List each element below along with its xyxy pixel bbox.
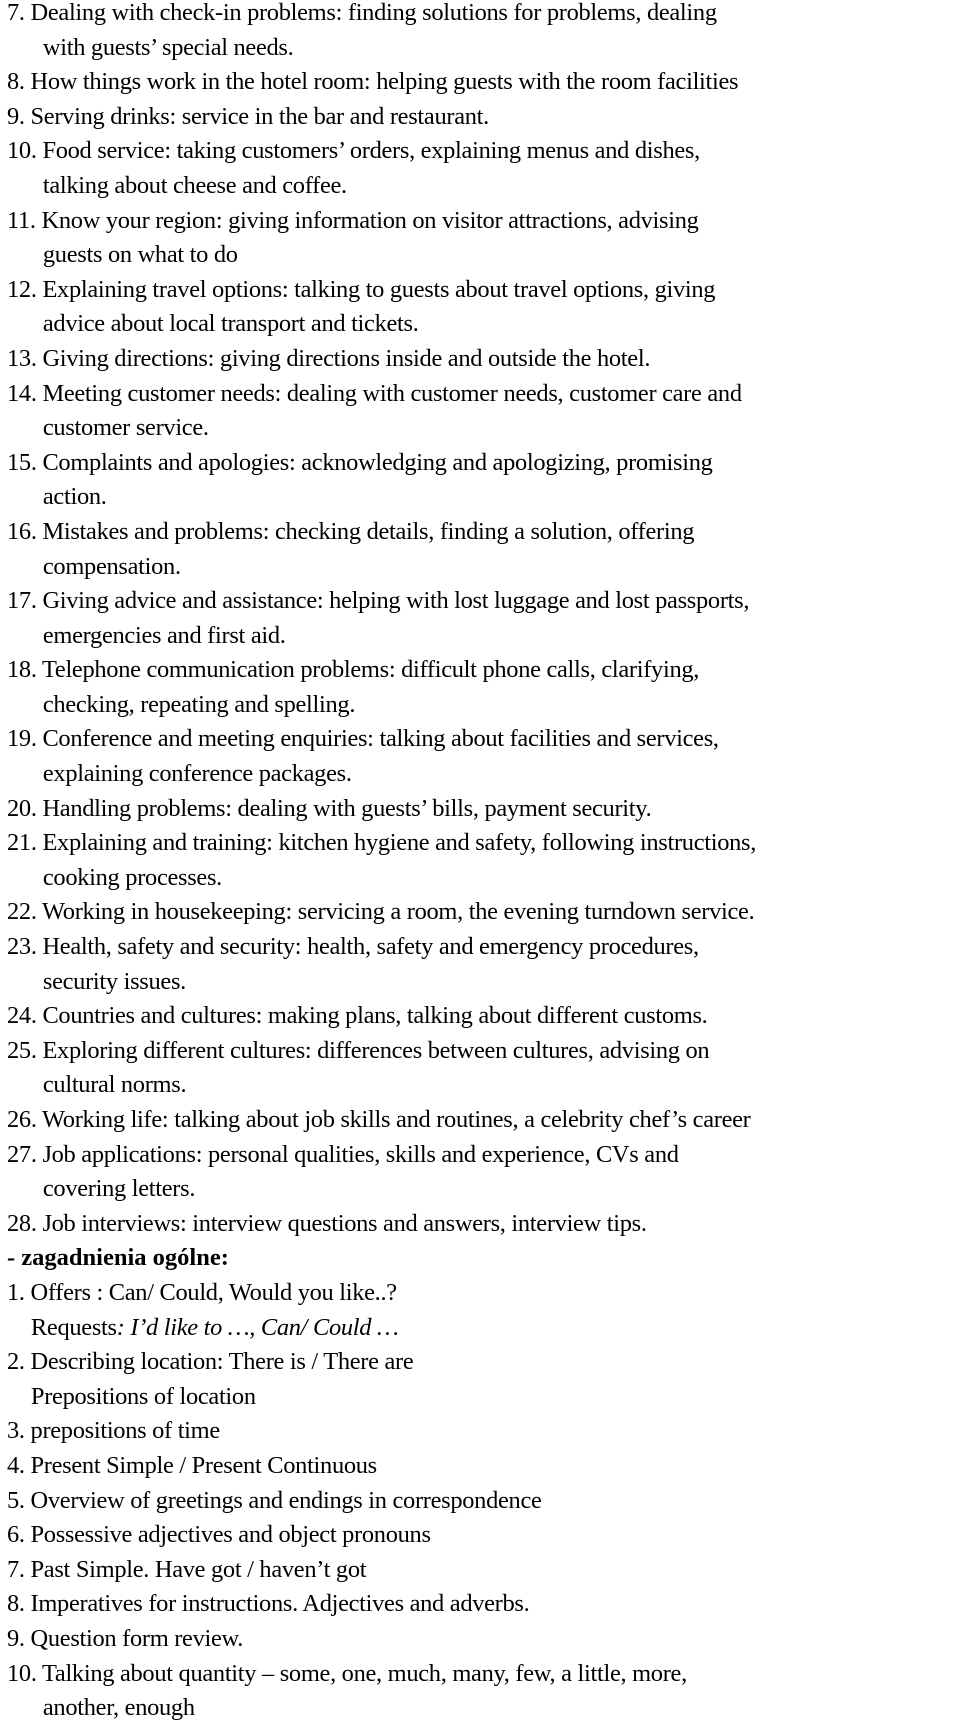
- list-item-line: explaining conference packages.: [42, 760, 352, 788]
- list-item-line: 18. Telephone communication problems: difficult phone calls, clarifying,: [7, 656, 700, 684]
- list-item: [7, 204, 955, 273]
- list-item-line: covering letters.: [42, 1175, 196, 1203]
- list-item: [7, 0, 955, 65]
- list-item-line: 5. Overview of greetings and endings in correspondence: [7, 1486, 542, 1514]
- list-item-line: 1. Offers : Can/ Could, Would you like..?: [7, 1278, 397, 1306]
- list-item-line: checking, repeating and spelling.: [42, 690, 356, 718]
- list-item-line: 14. Meeting customer needs: dealing with customer needs, customer care and: [7, 379, 742, 407]
- list-item-line: 7. Past Simple. Have got / haven’t got: [7, 1555, 367, 1583]
- list-item: [7, 134, 955, 203]
- list-item: [7, 999, 955, 1034]
- general-topics-heading: - zagadnienia ogólne:: [7, 1244, 229, 1272]
- list-item: [7, 377, 955, 446]
- list-item-line: 9. Question form review.: [7, 1624, 244, 1652]
- list-item-line: 23. Health, safety and security: health, safety and emergency procedures,: [7, 933, 699, 961]
- list-item: [7, 826, 955, 895]
- list-item: [7, 722, 955, 791]
- list-item-line: talking about cheese and coffee.: [42, 171, 347, 199]
- list-item: [7, 792, 955, 827]
- list-item: [7, 653, 955, 722]
- list-item-line: 4. Present Simple / Present Continuous: [7, 1451, 377, 1479]
- list-item: [7, 1207, 955, 1242]
- list-item: [7, 1103, 955, 1138]
- list-item: [7, 1276, 955, 1345]
- list-item-line: guests on what to do: [42, 241, 238, 269]
- requests-examples: : I’d like to …, Can/ Could …: [116, 1313, 399, 1341]
- list-item: [7, 1449, 955, 1484]
- list-item-line: 10. Talking about quantity – some, one, much, many, few, a little, more,: [7, 1659, 687, 1687]
- list-item-line: 16. Mistakes and problems: checking details, finding a solution, offering: [7, 517, 695, 545]
- list-item-line: 3. prepositions of time: [7, 1417, 220, 1445]
- list-item-line: 10. Food service: taking customers’ orders, explaining menus and dishes,: [7, 137, 700, 165]
- list-item: [7, 1034, 955, 1103]
- list-item-line: 27. Job applications: personal qualities, skills and experience, CVs and: [7, 1140, 679, 1168]
- topics-list: [7, 0, 955, 1241]
- list-item: [7, 895, 955, 930]
- list-item: [7, 1587, 955, 1622]
- list-item-line: another, enough: [42, 1694, 195, 1722]
- list-item: [7, 515, 955, 584]
- list-item-line: 6. Possessive adjectives and object pronouns: [7, 1521, 431, 1549]
- list-item-line: 28. Job interviews: interview questions and answers, interview tips.: [7, 1209, 647, 1237]
- list-item: [7, 584, 955, 653]
- list-item: [7, 1553, 955, 1588]
- list-item-line: compensation.: [42, 552, 181, 580]
- list-item: [7, 342, 955, 377]
- list-item-line: 7. Dealing with check-in problems: finding solutions for problems, dealing: [7, 0, 717, 26]
- list-item-line: 2. Describing location: There is / There are: [7, 1348, 414, 1376]
- requests-line: [7, 1311, 952, 1346]
- list-item: [7, 930, 955, 999]
- list-item-line: 8. How things work in the hotel room: helping guests with the room facilities: [7, 68, 739, 96]
- list-item: [7, 273, 955, 342]
- list-item-line: 13. Giving directions: giving directions inside and outside the hotel.: [7, 344, 651, 372]
- list-item-line: cooking processes.: [42, 863, 222, 891]
- list-item-line: 17. Giving advice and assistance: helping with lost luggage and lost passports,: [7, 587, 750, 615]
- list-item: [7, 1657, 955, 1726]
- list-item-line: 19. Conference and meeting enquiries: talking about facilities and services,: [7, 725, 719, 753]
- list-item: [7, 446, 955, 515]
- list-item-line: 15. Complaints and apologies: acknowledging and apologizing, promising: [7, 448, 713, 476]
- list-item-line: 22. Working in housekeeping: servicing a room, the evening turndown service.: [7, 898, 755, 926]
- list-item-line: advice about local transport and tickets.: [42, 310, 419, 338]
- list-item-line: 8. Imperatives for instructions. Adjectives and adverbs.: [7, 1590, 530, 1618]
- list-item-line: 9. Serving drinks: service in the bar and restaurant.: [7, 102, 489, 130]
- list-item: [7, 100, 955, 135]
- list-item-line: 11. Know your region: giving information on visitor attractions, advising: [7, 206, 699, 234]
- list-item: [7, 65, 955, 100]
- list-item-line: 24. Countries and cultures: making plans, talking about different customs.: [7, 1002, 708, 1030]
- list-item-line: 20. Handling problems: dealing with guests’ bills, payment security.: [7, 794, 652, 822]
- list-item-line: cultural norms.: [42, 1071, 187, 1099]
- document-page: [7, 0, 955, 1726]
- list-item-line: security issues.: [42, 967, 186, 995]
- requests-label: Requests: [30, 1313, 117, 1341]
- list-item-line: 26. Working life: talking about job skills and routines, a celebrity chef’s career: [7, 1106, 751, 1133]
- list-item: [7, 1484, 955, 1519]
- list-item-line: emergencies and first aid.: [42, 621, 286, 649]
- list-item-line: 25. Exploring different cultures: differences between cultures, advising on: [7, 1036, 710, 1064]
- list-item-line: 21. Explaining and training: kitchen hygiene and safety, following instructions,: [7, 829, 757, 857]
- list-item: [7, 1622, 955, 1657]
- list-item-line: action.: [42, 483, 107, 511]
- list-item-line: Prepositions of location: [30, 1382, 256, 1410]
- list-item-line: 12. Explaining travel options: talking to guests about travel options, giving: [7, 275, 716, 303]
- list-item: [7, 1414, 955, 1449]
- list-item: [7, 1518, 955, 1553]
- list-item: [7, 1345, 955, 1414]
- list-item-line: with guests’ special needs.: [42, 33, 294, 61]
- list-item-line: customer service.: [42, 414, 209, 442]
- list-item: [7, 1138, 955, 1207]
